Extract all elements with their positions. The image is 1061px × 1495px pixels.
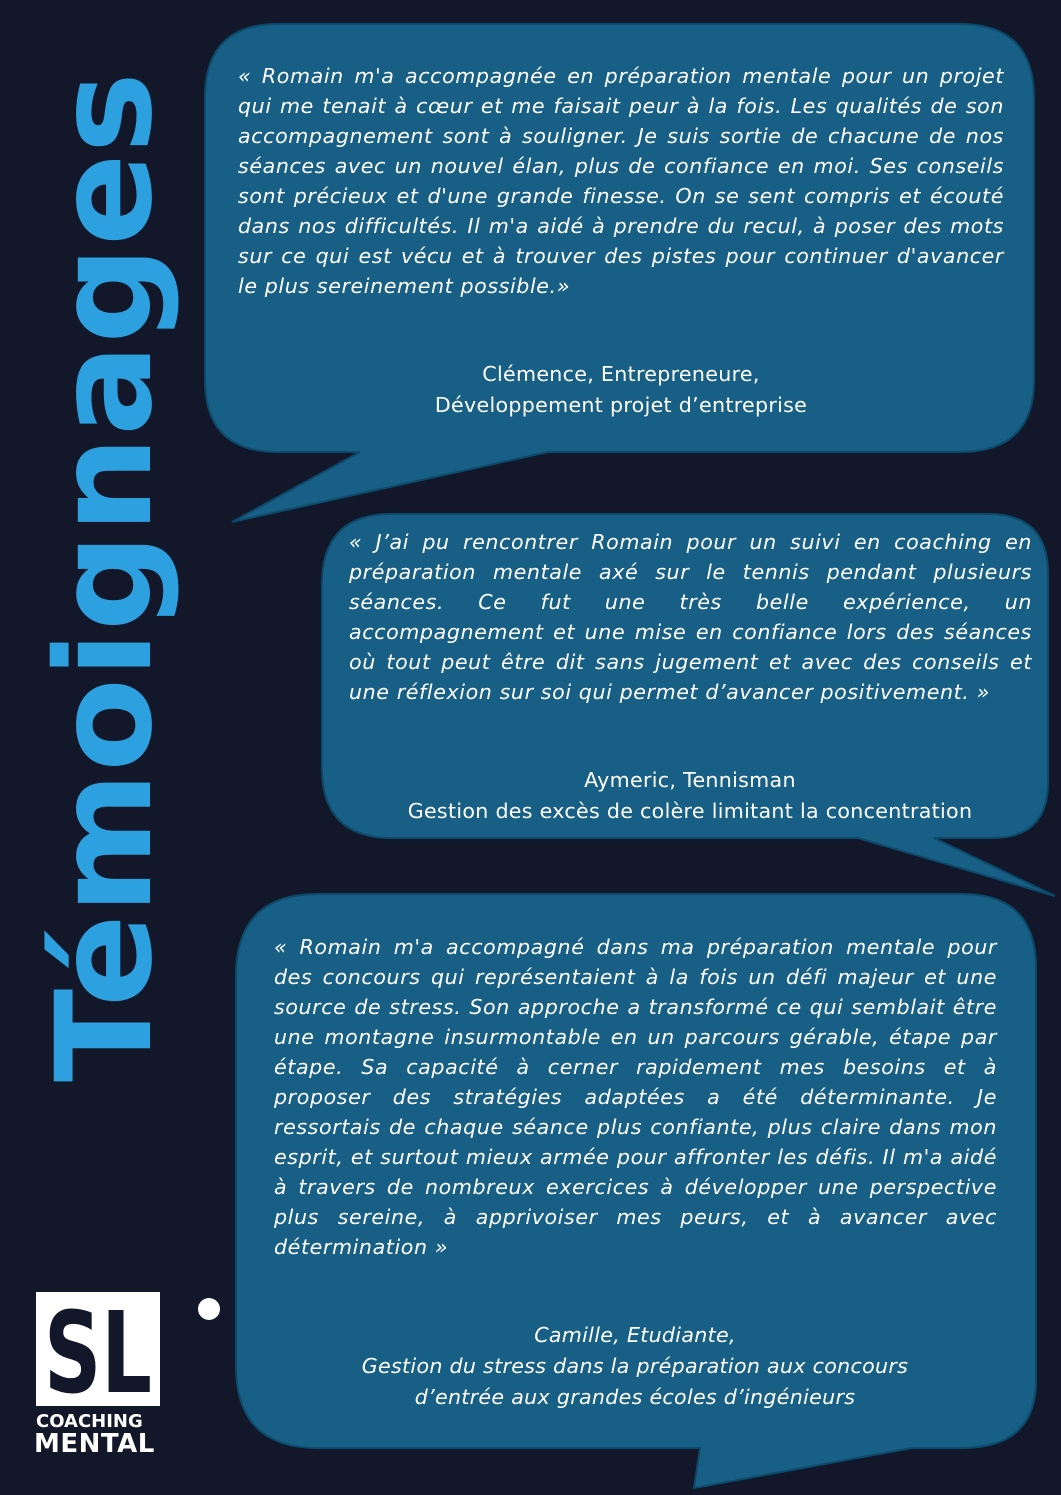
testimonial-context-2: Gestion des excès de colère limitant la concentration [407, 799, 973, 823]
testimonial-context-1: Développement projet d’entreprise [434, 393, 808, 417]
testimonial-quote-1: « Romain m'a accompagnée en préparation mentale pour un projet qui me tenait à cœur et me faisait peur à la fois. Les qualités de son accompagnement sont à souligner. Je suis sortie de chacune de nos séances avec un nouvel élan, plus de confiance en moi. Ses conseils sont précieux et d'une grande finesse. On se sent compris et écouté dans nos difficultés. Il m'a aidé à prendre du recul, à poser des mots sur ce qui est vécu et à trouver des pistes pour continuer d'avancer le plus sereinement possible.» [238, 64, 1004, 298]
page-title-text: Témoignages [28, 106, 182, 1082]
testimonial-author-name-1: Clémence, Entrepreneure, [482, 362, 760, 386]
testimonial-author-3 [250, 1320, 1020, 1413]
logo-monogram: SL [44, 1292, 152, 1406]
testimonial-author-1 [238, 359, 1004, 421]
testimonial-author-name-2: Aymeric, Tennisman [584, 768, 796, 792]
page-title [0, 0, 200, 1120]
logo-dot [198, 1298, 220, 1320]
logo-mental: MENTAL [34, 1429, 155, 1459]
testimonial-author-2 [330, 765, 1050, 827]
logo-coaching: COACHING [36, 1411, 143, 1432]
testimonial-author-name-3: Camille, Etudiante, [534, 1323, 736, 1347]
testimonial-quote-2: « J’ai pu rencontrer Romain pour un suivi en coaching en préparation mentale axé sur le tennis pendant plusieurs séances. Ce fut une très belle expérience, un accompagnement et une mise en confiance lors des séances où tout peut être dit sans jugement et avec des conseils et une réflexion sur soi qui permet d’avancer positivement. » [349, 530, 1032, 704]
testimonial-quote-3: « Romain m'a accompagné dans ma préparation mentale pour des concours qui représentaient à la fois un défi majeur et une source de stress. Son approche a transformé ce qui semblait être une montagne insurmontable en un parcours gérable, étape par étape. Sa capacité à cerner rapidement mes besoins et à proposer des stratégies adaptées a été déterminante. Je ressortais de chaque séance plus confiante, plus claire dans mon esprit, et surtout mieux armée pour affronter les défis. Il m'a aidé à travers de nombreux exercices à développer une perspective plus sereine, à apprivoiser mes peurs, et à avancer avec détermination » [274, 935, 997, 1259]
testimonial-context-3b: d’entrée aux grandes écoles d’ingénieurs [414, 1385, 856, 1409]
logo-monogram-box [36, 1292, 160, 1406]
testimonial-context-3a: Gestion du stress dans la préparation aux concours [361, 1354, 909, 1378]
brand-logo [34, 1290, 194, 1462]
